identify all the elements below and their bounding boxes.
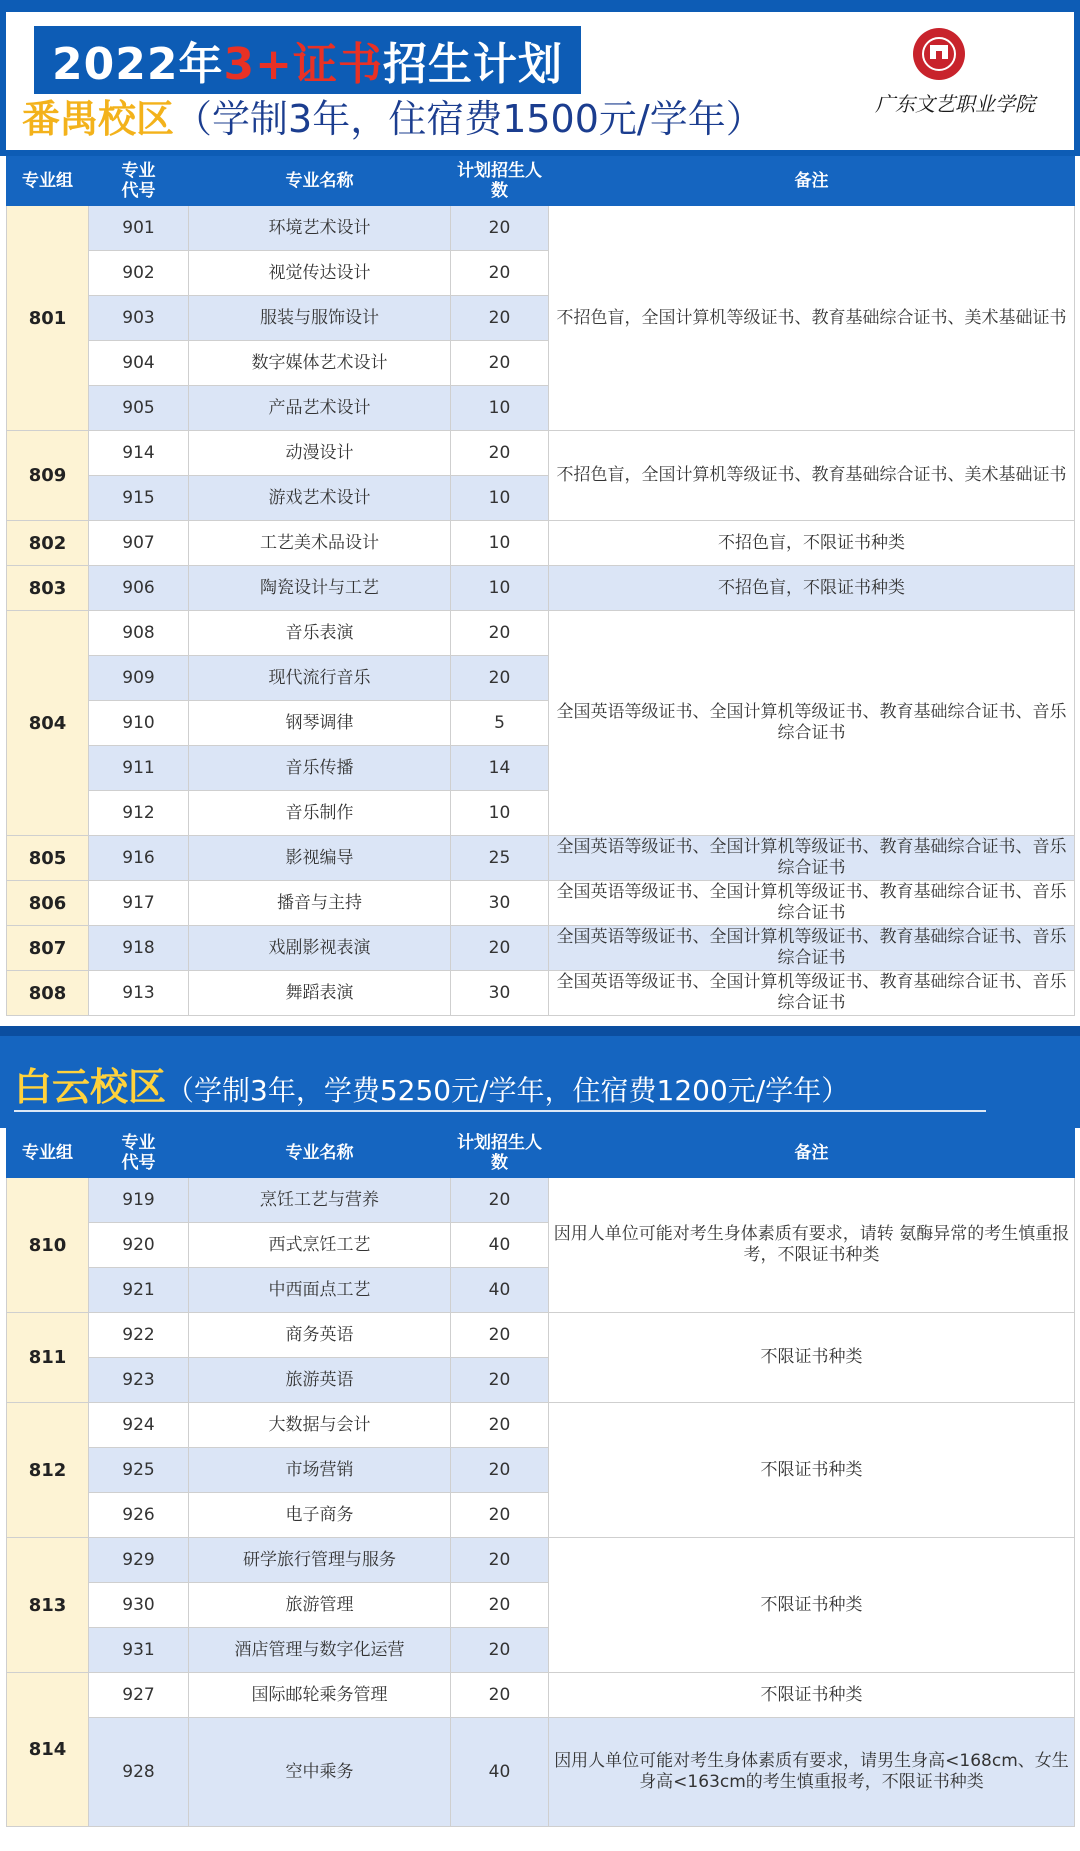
code-cell: 908 — [89, 611, 189, 656]
code-cell: 905 — [89, 386, 189, 431]
count-cell: 20 — [451, 926, 549, 971]
table-row — [7, 431, 1075, 476]
code-cell: 925 — [89, 1448, 189, 1493]
note-cell: 全国英语等级证书、全国计算机等级证书、教育基础综合证书、音乐综合证书 — [549, 926, 1075, 971]
code-cell: 910 — [89, 701, 189, 746]
title-prefix: 2022年 — [52, 39, 224, 90]
table-row — [7, 1178, 1075, 1223]
code-cell: 917 — [89, 881, 189, 926]
name-cell: 市场营销 — [189, 1448, 451, 1493]
table-row — [7, 971, 1075, 1016]
code-cell: 923 — [89, 1358, 189, 1403]
campus2-name: 白云校区 — [14, 1065, 167, 1109]
name-cell: 西式烹饪工艺 — [189, 1223, 451, 1268]
name-cell: 大数据与会计 — [189, 1403, 451, 1448]
name-cell: 音乐制作 — [189, 791, 451, 836]
note-cell: 因用人单位可能对考生身体素质有要求，请男生身高<168cm、女生身高<163cm的考生慎重报考，不限证书种类 — [549, 1718, 1075, 1827]
code-cell: 902 — [89, 251, 189, 296]
count-cell: 40 — [451, 1223, 549, 1268]
code-cell: 907 — [89, 521, 189, 566]
code-cell: 921 — [89, 1268, 189, 1313]
note-cell: 全国英语等级证书、全国计算机等级证书、教育基础综合证书、音乐综合证书 — [549, 836, 1075, 881]
table-row — [7, 836, 1075, 881]
group-cell: 810 — [7, 1178, 89, 1313]
code-cell: 930 — [89, 1583, 189, 1628]
count-cell: 20 — [451, 431, 549, 476]
name-cell: 陶瓷设计与工艺 — [189, 566, 451, 611]
count-cell: 20 — [451, 1628, 549, 1673]
campus2-heading — [14, 1056, 849, 1111]
name-cell: 服装与服饰设计 — [189, 296, 451, 341]
title-highlight: 3+证书 — [223, 39, 383, 90]
header-banner — [0, 0, 1080, 156]
count-cell: 10 — [451, 521, 549, 566]
table-row — [7, 1313, 1075, 1358]
count-cell: 10 — [451, 386, 549, 431]
count-cell: 30 — [451, 971, 549, 1016]
count-cell: 25 — [451, 836, 549, 881]
code-cell: 924 — [89, 1403, 189, 1448]
code-cell: 920 — [89, 1223, 189, 1268]
title-suffix: 招生计划 — [382, 39, 563, 90]
group-cell: 801 — [7, 206, 89, 431]
code-cell: 901 — [89, 206, 189, 251]
count-cell: 20 — [451, 296, 549, 341]
col-code-header: 专业代号 — [89, 157, 189, 206]
campus2-banner — [0, 1026, 1080, 1128]
name-cell: 钢琴调律 — [189, 701, 451, 746]
note-cell: 不招色盲，全国计算机等级证书、教育基础综合证书、美术基础证书 — [549, 206, 1075, 431]
code-cell: 914 — [89, 431, 189, 476]
group-cell: 812 — [7, 1403, 89, 1538]
campus1-heading — [22, 88, 764, 143]
group-cell: 807 — [7, 926, 89, 971]
count-cell: 10 — [451, 566, 549, 611]
name-cell: 音乐传播 — [189, 746, 451, 791]
col-name-header: 专业名称 — [189, 157, 451, 206]
col-code-header: 专业代号 — [89, 1129, 189, 1178]
logo-script: 广东文艺职业学院 — [875, 92, 1035, 116]
note-cell: 不招色盲，不限证书种类 — [549, 521, 1075, 566]
banner-strip — [0, 1026, 1080, 1036]
count-cell: 20 — [451, 1403, 549, 1448]
name-cell: 酒店管理与数字化运营 — [189, 1628, 451, 1673]
left-border — [0, 0, 6, 156]
count-cell: 20 — [451, 1583, 549, 1628]
page-title — [34, 26, 581, 94]
name-cell: 国际邮轮乘务管理 — [189, 1673, 451, 1718]
group-cell: 808 — [7, 971, 89, 1016]
count-cell: 10 — [451, 791, 549, 836]
col-group-header: 专业组 — [7, 157, 89, 206]
code-cell: 906 — [89, 566, 189, 611]
heading-underline — [14, 1110, 986, 1112]
campus1-desc: （学制3年，住宿费1500元/学年） — [174, 97, 764, 141]
code-cell: 912 — [89, 791, 189, 836]
count-cell: 20 — [451, 656, 549, 701]
count-cell: 20 — [451, 611, 549, 656]
count-cell: 30 — [451, 881, 549, 926]
code-cell: 915 — [89, 476, 189, 521]
code-cell: 911 — [89, 746, 189, 791]
campus2-desc: （学制3年，学费5250元/学年，住宿费1200元/学年） — [166, 1074, 850, 1107]
name-cell: 商务英语 — [189, 1313, 451, 1358]
name-cell: 播音与主持 — [189, 881, 451, 926]
campus2-table-body — [7, 1178, 1075, 1827]
name-cell: 旅游英语 — [189, 1358, 451, 1403]
table-header-row — [7, 157, 1075, 206]
group-cell: 806 — [7, 881, 89, 926]
col-note-header: 备注 — [549, 157, 1075, 206]
note-cell: 不限证书种类 — [549, 1403, 1075, 1538]
count-cell: 20 — [451, 1178, 549, 1223]
count-cell: 20 — [451, 251, 549, 296]
count-cell: 20 — [451, 341, 549, 386]
code-cell: 909 — [89, 656, 189, 701]
code-cell: 927 — [89, 1673, 189, 1718]
table-row — [7, 566, 1075, 611]
code-cell: 913 — [89, 971, 189, 1016]
code-cell: 922 — [89, 1313, 189, 1358]
note-cell: 不限证书种类 — [549, 1313, 1075, 1403]
code-cell: 928 — [89, 1718, 189, 1827]
code-cell: 931 — [89, 1628, 189, 1673]
count-cell: 5 — [451, 701, 549, 746]
table-row — [7, 1673, 1075, 1718]
note-cell: 全国英语等级证书、全国计算机等级证书、教育基础综合证书、音乐综合证书 — [549, 611, 1075, 836]
name-cell: 产品艺术设计 — [189, 386, 451, 431]
group-cell: 809 — [7, 431, 89, 521]
count-cell: 20 — [451, 1493, 549, 1538]
top-border — [0, 0, 1080, 12]
table-row — [7, 1403, 1075, 1448]
count-cell: 20 — [451, 1673, 549, 1718]
name-cell: 工艺美术品设计 — [189, 521, 451, 566]
count-cell: 10 — [451, 476, 549, 521]
table-row — [7, 521, 1075, 566]
group-cell: 811 — [7, 1313, 89, 1403]
count-cell: 20 — [451, 206, 549, 251]
note-cell: 不招色盲，全国计算机等级证书、教育基础综合证书、美术基础证书 — [549, 431, 1075, 521]
name-cell: 旅游管理 — [189, 1583, 451, 1628]
count-cell: 14 — [451, 746, 549, 791]
name-cell: 现代流行音乐 — [189, 656, 451, 701]
name-cell: 研学旅行管理与服务 — [189, 1538, 451, 1583]
table-row — [7, 881, 1075, 926]
table-row — [7, 206, 1075, 251]
name-cell: 环境艺术设计 — [189, 206, 451, 251]
group-cell: 814 — [7, 1673, 89, 1827]
table-row — [7, 611, 1075, 656]
table-row — [7, 1538, 1075, 1583]
campus1-table — [6, 156, 1075, 1016]
col-count-header: 计划招生人数 — [451, 1129, 549, 1178]
name-cell: 视觉传达设计 — [189, 251, 451, 296]
count-cell: 20 — [451, 1313, 549, 1358]
right-border — [1074, 0, 1080, 156]
name-cell: 电子商务 — [189, 1493, 451, 1538]
name-cell: 数字媒体艺术设计 — [189, 341, 451, 386]
col-group-header: 专业组 — [7, 1129, 89, 1178]
campus2-table — [6, 1128, 1075, 1827]
group-cell: 804 — [7, 611, 89, 836]
note-cell: 全国英语等级证书、全国计算机等级证书、教育基础综合证书、音乐综合证书 — [549, 971, 1075, 1016]
name-cell: 游戏艺术设计 — [189, 476, 451, 521]
name-cell: 烹饪工艺与营养 — [189, 1178, 451, 1223]
code-cell: 926 — [89, 1493, 189, 1538]
name-cell: 动漫设计 — [189, 431, 451, 476]
name-cell: 影视编导 — [189, 836, 451, 881]
group-cell: 813 — [7, 1538, 89, 1673]
campus1-name: 番禺校区 — [22, 97, 175, 141]
name-cell: 空中乘务 — [189, 1718, 451, 1827]
count-cell: 20 — [451, 1358, 549, 1403]
count-cell: 40 — [451, 1718, 549, 1827]
code-cell: 919 — [89, 1178, 189, 1223]
campus1-table-body — [7, 206, 1075, 1016]
note-cell: 因用人单位可能对考生身体素质有要求，请转 氨酶异常的考生慎重报考，不限证书种类 — [549, 1178, 1075, 1313]
group-cell: 805 — [7, 836, 89, 881]
code-cell: 916 — [89, 836, 189, 881]
code-cell: 903 — [89, 296, 189, 341]
count-cell: 20 — [451, 1448, 549, 1493]
name-cell: 中西面点工艺 — [189, 1268, 451, 1313]
name-cell: 戏剧影视表演 — [189, 926, 451, 971]
note-cell: 全国英语等级证书、全国计算机等级证书、教育基础综合证书、音乐综合证书 — [549, 881, 1075, 926]
note-cell: 不限证书种类 — [549, 1673, 1075, 1718]
table-header-row — [7, 1129, 1075, 1178]
col-count-header: 计划招生人数 — [451, 157, 549, 206]
group-cell: 803 — [7, 566, 89, 611]
note-cell: 不限证书种类 — [549, 1538, 1075, 1673]
school-logo — [855, 28, 1055, 120]
name-cell: 音乐表演 — [189, 611, 451, 656]
count-cell: 40 — [451, 1268, 549, 1313]
name-cell: 舞蹈表演 — [189, 971, 451, 1016]
seal-icon — [913, 28, 965, 80]
col-name-header: 专业名称 — [189, 1129, 451, 1178]
table-row — [7, 1718, 1075, 1827]
count-cell: 20 — [451, 1538, 549, 1583]
note-cell: 不招色盲，不限证书种类 — [549, 566, 1075, 611]
code-cell: 904 — [89, 341, 189, 386]
code-cell: 918 — [89, 926, 189, 971]
table-row — [7, 926, 1075, 971]
code-cell: 929 — [89, 1538, 189, 1583]
col-note-header: 备注 — [549, 1129, 1075, 1178]
group-cell: 802 — [7, 521, 89, 566]
